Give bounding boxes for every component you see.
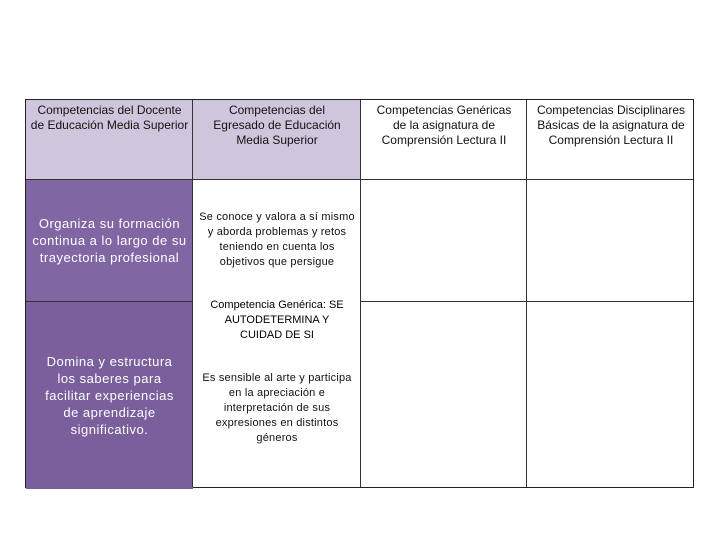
column-divider [360, 100, 361, 487]
genericas-cell-1 [361, 180, 527, 301]
header-disciplinares: Competencias Disciplinares Básicas de la asignatura de Comprensión Lectura II [536, 103, 686, 147]
row-divider [26, 301, 193, 302]
competencias-table [25, 99, 694, 488]
row-divider [360, 301, 693, 302]
genericas-cell-2 [361, 302, 527, 489]
egresado-competency-1: Se conoce y valora a sí mismo y aborda problemas y retos teniendo en cuenta los objetivos que persigue [199, 211, 355, 268]
row-divider [26, 179, 693, 180]
generic-competency-heading: Competencia Genérica: SE AUTODETERMINA Y CUIDAD DE SI [210, 298, 344, 341]
column-divider [192, 100, 193, 487]
column-divider [526, 100, 527, 487]
header-genericas: Competencias Genéricas de la asignatura de Comprensión Lectura II [376, 103, 512, 147]
disciplinares-cell-2 [527, 302, 695, 489]
header-docente: Competencias del Docente de Educación Media Superior [26, 100, 193, 179]
disciplinares-cell-1 [527, 180, 695, 301]
docente-competency-2: Domina y estructura los saberes para facilitar experiencias de aprendizaje significativo. [26, 302, 193, 489]
egresado-competency-2: Es sensible al arte y participa en la apreciación e interpretación de sus expresiones en distintos géneros [202, 371, 352, 444]
docente-competency-1: Organiza su formación continua a lo largo de su trayectoria profesional [26, 180, 193, 301]
header-egresado: Competencias del Egresado de Educación Media Superior [193, 100, 361, 179]
